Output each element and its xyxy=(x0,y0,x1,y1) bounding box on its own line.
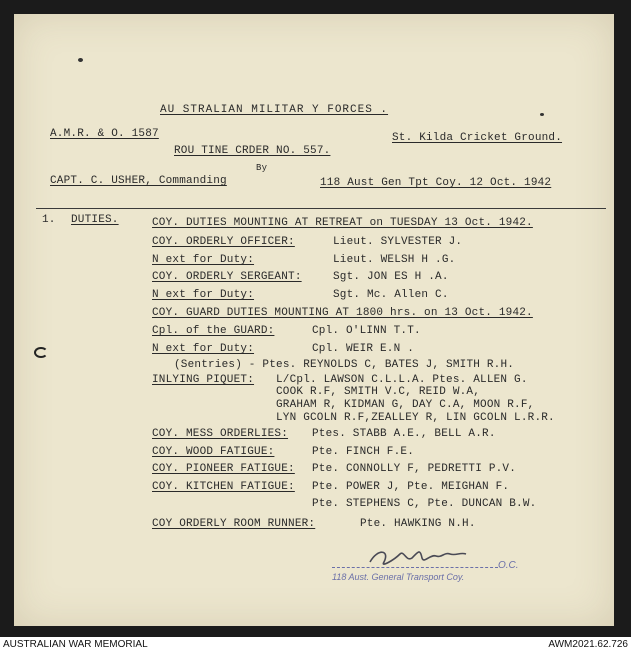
duties-line-value: Lieut. WELSH H .G. xyxy=(333,254,456,266)
duties-line-label: N ext for Duty: xyxy=(152,254,255,266)
order-number: ROU TINE CRDER NO. 557. xyxy=(174,145,331,157)
fatigue-value: Ptes. STABB A.E., BELL A.R. xyxy=(312,428,496,440)
fatigue-value: Pte. CONNOLLY F, PEDRETTI P.V. xyxy=(312,463,517,475)
fatigue-label: COY. KITCHEN FATIGUE: xyxy=(152,481,295,493)
duties-line-value: Sgt. Mc. Allen C. xyxy=(333,289,449,301)
duties-line-label: N ext for Duty: xyxy=(152,289,255,301)
commanding-officer: CAPT. C. USHER, Commanding xyxy=(50,175,227,187)
archive-footer xyxy=(0,637,631,653)
footer-institution: AUSTRALIAN WAR MEMORIAL xyxy=(3,639,148,650)
picquet-label: INLYING PIQUET: xyxy=(152,374,255,386)
fatigue-label: COY. PIONEER FATIGUE: xyxy=(152,463,295,475)
duties-line-label: COY. ORDERLY OFFICER: xyxy=(152,236,295,248)
picquet-line: L/Cpl. LAWSON C.L.L.A. Ptes. ALLEN G. xyxy=(276,374,528,386)
punch-hole-mark xyxy=(34,347,48,358)
duties-line-label: COY. DUTIES MOUNTING AT RETREAT on TUESDAY 13 Oct. 1942. xyxy=(152,217,533,229)
section-number: 1. xyxy=(42,214,56,226)
runner-value: Pte. HAWKING N.H. xyxy=(360,518,476,530)
duties-line-label: COY. ORDERLY SERGEANT: xyxy=(152,271,302,283)
unit-stamp: 118 Aust. General Transport Coy. xyxy=(332,572,465,582)
location: St. Kilda Cricket Ground. xyxy=(392,132,563,144)
duties-line-label: COY. GUARD DUTIES MOUNTING AT 1800 hrs. on 13 Oct. 1942. xyxy=(152,307,533,319)
fatigue-value: Pte. POWER J, Pte. MEIGHAN F. xyxy=(312,481,510,493)
document-title: AU STRALIAN MILITAR Y FORCES . xyxy=(160,104,389,116)
fatigue-value: Pte. STEPHENS C, Pte. DUNCAN B.W. xyxy=(312,498,537,510)
duties-line-value: Cpl. O'LINN T.T. xyxy=(312,325,421,337)
signature-line xyxy=(332,567,498,568)
duties-line-value: Lieut. SYLVESTER J. xyxy=(333,236,463,248)
unit-and-date: 118 Aust Gen Tpt Coy. 12 Oct. 1942 xyxy=(320,177,552,189)
duties-line-label: N ext for Duty: xyxy=(152,343,255,355)
picquet-line: LYN GCOLN R.F,ZEALLEY R, LIN GCOLN L.R.R. xyxy=(276,412,555,424)
fatigue-value: Pte. FINCH F.E. xyxy=(312,446,415,458)
ink-speck xyxy=(540,113,544,116)
header-divider xyxy=(36,208,606,209)
amr-reference: A.M.R. & O. 1587 xyxy=(50,128,159,140)
duties-line-value: Cpl. WEIR E.N . xyxy=(312,343,415,355)
picquet-line: GRAHAM R, KIDMAN G, DAY C.A, MOON R.F, xyxy=(276,399,535,411)
ink-speck xyxy=(78,58,83,62)
runner-label: COY ORDERLY ROOM RUNNER: xyxy=(152,518,316,530)
duties-line-label: Cpl. of the GUARD: xyxy=(152,325,275,337)
fatigue-label: COY. MESS ORDERLIES: xyxy=(152,428,289,440)
stamp-oc: O.C. xyxy=(498,560,519,571)
duties-line-value: Sgt. JON ES H .A. xyxy=(333,271,449,283)
by-text: By xyxy=(256,163,268,173)
document-page xyxy=(14,14,614,626)
footer-accession-number: AWM2021.62.726 xyxy=(548,639,628,650)
picquet-line: COOK R.F, SMITH V.C, REID W.A, xyxy=(276,386,481,398)
section-heading: DUTIES. xyxy=(71,214,119,226)
sentries-line: (Sentries) - Ptes. REYNOLDS C, BATES J, SMITH R.H. xyxy=(174,359,515,371)
fatigue-label: COY. WOOD FATIGUE: xyxy=(152,446,275,458)
